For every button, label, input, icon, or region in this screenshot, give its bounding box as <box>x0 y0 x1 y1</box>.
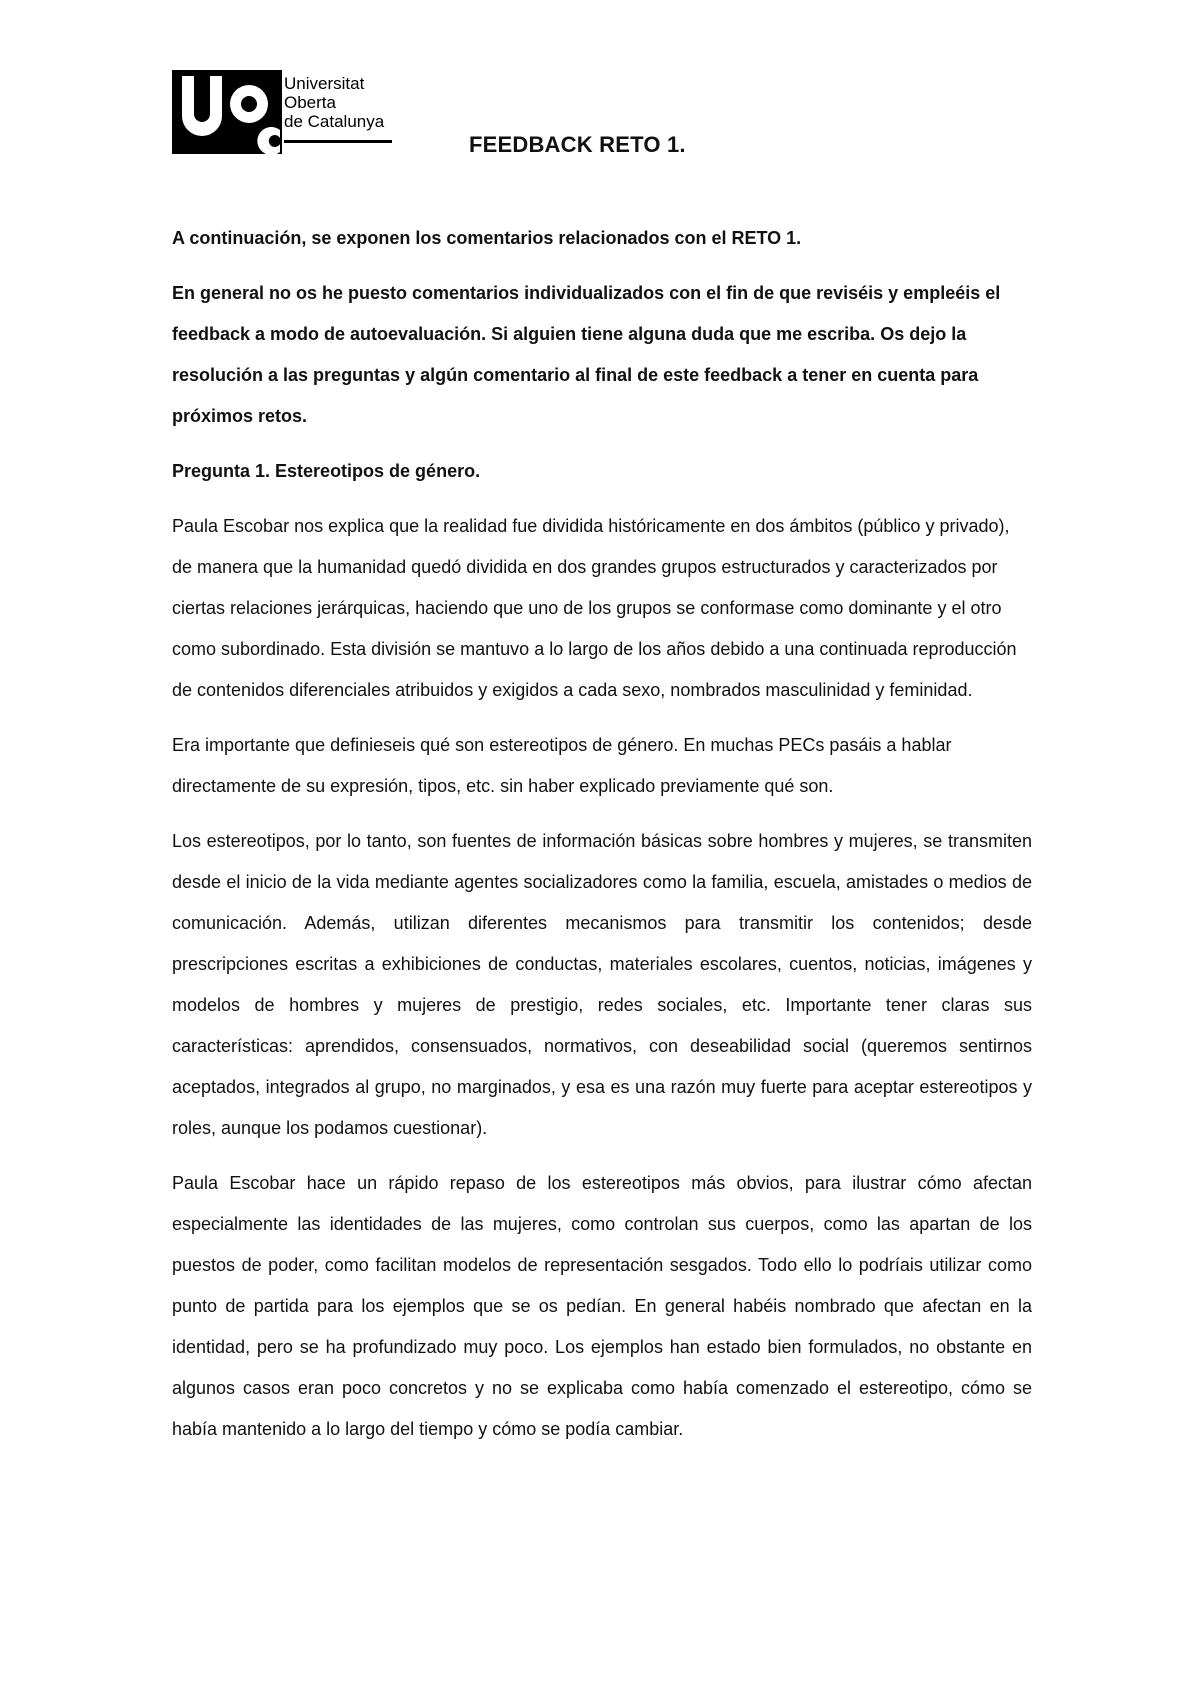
uoc-logo <box>172 70 392 154</box>
uoc-logo-wordmark <box>284 74 384 131</box>
section-heading-question-1: Pregunta 1. Estereotipos de género. <box>172 461 481 481</box>
logo-rule <box>284 140 392 143</box>
paragraph-stereotype-sources: Los estereotipos, por lo tanto, son fuentes de información básicas sobre hombres y mujeres, se transmiten desde el inicio de la vida mediante agentes socializadores como la familia, escuela, amistades o medios de comunicación. Además, utilizan diferentes mecanismos para transmitir los contenidos; desde prescripciones escritas a exhibiciones de conductas, materiales escolares, cuentos, noticias, imágenes y modelos de hombres y mujeres de prestigio, redes sociales, etc. Importante tener claras sus características: aprendidos, consensuados, normativos, con deseabilidad social (queremos sentirnos aceptados, integrados al grupo, no marginados, y esa es una razón muy fuerte para aceptar estereotipos y roles, aunque los podamos cuestionar). <box>172 831 1032 1138</box>
uoc-logo-mark-icon <box>172 70 282 154</box>
paragraph-escobar-review: Paula Escobar hace un rápido repaso de los estereotipos más obvios, para ilustrar cómo afectan especialmente las identidades de las mujeres, como controlan sus cuerpos, como las apartan de los puestos de poder, como facilitan modelos de representación sesgados. Todo ello lo podríais utilizar como punto de partida para los ejemplos que se os pedían. En general habéis nombrado que afectan en la identidad, pero se ha profundizado muy poco. Los ejemplos han estado bien formulados, no obstante en algunos casos eran poco concretos y no se explicaba como había comenzado el estereotipo, cómo se había mantenido a lo largo del tiempo y cómo se podía cambiar. <box>172 1173 1032 1439</box>
paragraph-define-stereotypes: Era importante que definieseis qué son estereotipos de género. En muchas PECs pasáis a hablar directamente de su expresión, tipos, etc. sin haber explicado previamente qué son. <box>172 735 952 796</box>
paragraph-general-note: En general no os he puesto comentarios individualizados con el fin de que reviséis y empleéis el feedback a modo de autoevaluación. Si alguien tiene alguna duda que me escriba. Os dejo la resolución a las preguntas y algún comentario al final de este feedback a tener en cuenta para próximos retos. <box>172 283 1001 426</box>
logo-line-3: de Catalunya <box>284 112 385 131</box>
logo-line-2: Oberta <box>284 93 336 112</box>
document-body <box>172 218 1032 1464</box>
paragraph-escobar-division: Paula Escobar nos explica que la realidad fue dividida históricamente en dos ámbitos (público y privado), de manera que la humanidad quedó dividida en dos grandes grupos estructurados y caracterizados por ciertas relaciones jerárquicas, haciendo que uno de los grupos se conformase como dominante y el otro como subordinado. Esta división se mantuvo a lo largo de los años debido a una continuada reproducción de contenidos diferenciales atribuidos y exigidos a cada sexo, nombrados masculinidad y feminidad. <box>172 516 1017 700</box>
paragraph-intro: A continuación, se exponen los comentarios relacionados con el RETO 1. <box>172 228 802 248</box>
document-title: FEEDBACK RETO 1. <box>469 132 686 157</box>
logo-line-1: Universitat <box>284 74 365 93</box>
